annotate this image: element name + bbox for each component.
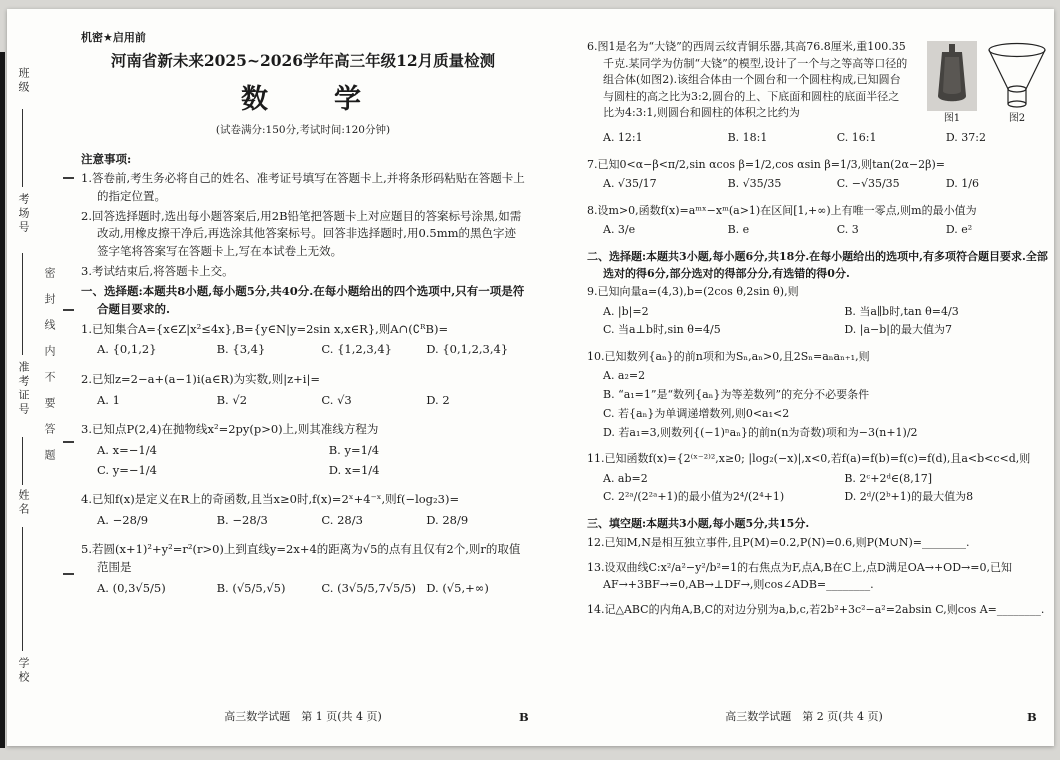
question-12-stem: 12.已知M,N是相互独立事件,且P(M)=0.2,P(N)=0.6,则P(M∪N)=________. [587, 535, 970, 549]
page-2 [587, 39, 1049, 628]
cone-cylinder-icon [985, 41, 1049, 111]
question-9 [587, 284, 1049, 340]
option-c: C. 当a⊥b时,sin θ=4/5 [603, 323, 721, 337]
option-d: D. e² [945, 223, 973, 237]
question-2 [81, 371, 525, 410]
option-d: D. 1/6 [945, 177, 979, 191]
option-b: B. y=1/4 [328, 443, 380, 458]
margin-label-exam-number: 准考证号 [17, 361, 30, 417]
question-9-stem: 9.已知向量a=(4,3),b=(2cos θ,2sin θ),则 [587, 285, 799, 299]
exam-meta: (试卷满分:150分,考试时间:120分钟) [215, 124, 391, 136]
option-a: A. x=−1/4 [97, 443, 157, 458]
question-8-stem: 8.设m>0,函数f(x)=aᵐˣ−xᵐ(a>1)在区间[1,+∞)上有唯一零点,则m的最小值为 [587, 203, 977, 217]
option-a: A. |b|=2 [603, 304, 649, 318]
scan-edge [0, 52, 5, 748]
option-c: C. −√35/35 [836, 177, 900, 191]
option-b: B. 当a∥b时,tan θ=4/3 [844, 304, 959, 318]
option-a: A. (0,3√5/5) [97, 581, 166, 596]
question-2-stem: 2.已知z=2−a+(a−1)i(a∈R)为实数,则|z+i|= [81, 371, 320, 386]
question-3-stem: 3.已知点P(2,4)在抛物线x²=2py(p>0)上,则其准线方程为 [81, 422, 379, 437]
question-4-options [81, 511, 525, 531]
fill-in-line [22, 253, 23, 355]
question-6-options [587, 129, 1049, 148]
question-8 [587, 203, 1049, 240]
option-d: D. 37:2 [945, 131, 986, 144]
option-d: D. 28/9 [426, 512, 469, 527]
option-c: C. 28/3 [321, 512, 363, 527]
option-d: D. {0,1,2,3,4} [426, 342, 509, 357]
option-a: A. 1 [97, 392, 120, 407]
option-b: B. 18:1 [727, 131, 768, 144]
notice-title: 注意事项: [81, 152, 132, 166]
option-d: D. x=1/4 [328, 462, 380, 477]
option-b: B. −28/3 [216, 512, 268, 527]
option-a: A. √35/17 [603, 177, 657, 191]
figure-1 [927, 41, 977, 125]
question-9-options [587, 303, 1049, 340]
question-2-options [81, 391, 525, 411]
fill-in-line [22, 437, 23, 485]
question-1 [81, 321, 525, 360]
question-11-stem: 11.已知函数f(x)={2⁽ˣ⁻²⁾²,x≥0; |log₂(−x)|,x<0,若f(a)=f(b)=f(c)=f(d),且a<b<c<d,则 [587, 452, 1031, 466]
fold-mark [63, 309, 74, 311]
question-6-stem: 6.图1是名为“大铙”的西周云纹青铜乐器,其高76.8厘米,重100.35千克.某同学为仿制“大铙”的模型,设计了一个与之等高等口径的组合体(如图2).该组合体由一个圆台和一个圆柱构成,已知圆台与圆柱的高之比为3:2,圆台的上、下底面和圆柱的底面半径之比为4:3:1,则圆台和圆柱的体积之比约为 [587, 40, 908, 119]
question-3-options [81, 441, 525, 480]
question-7-stem: 7.已知0<α−β<π/2,sin αcos β=1/2,cos αsin β=1/3,则tan(2α−2β)= [587, 157, 945, 171]
figure-2 [985, 41, 1049, 125]
option-d: D. 2 [426, 392, 450, 407]
option-c: C. 2²ᵃ/(2²ᵃ+1)的最小值为2⁴/(2⁴+1) [603, 490, 785, 504]
option-c: C. {1,2,3,4} [321, 342, 392, 357]
question-4 [81, 491, 525, 530]
question-5 [81, 541, 525, 598]
question-6-figures [917, 41, 1049, 125]
fold-mark [63, 573, 74, 575]
question-1-options [81, 340, 525, 360]
option-d: D. 若a₁=3,则数列{(−1)ⁿaₙ}的前n(n为奇数)项和为−3(n+1)/2 [603, 425, 918, 439]
notice-item-3: 3.考试结束后,将答题卡上交。 [81, 264, 234, 279]
option-d: D. 2ᵈ/(2ᵇ+1)的最大值为8 [844, 490, 974, 504]
security-marking: 机密★启用前 [81, 31, 146, 44]
fold-mark [63, 441, 74, 443]
margin-label-name: 姓名 [17, 489, 30, 517]
seal-note: 密封线内不要答题 [43, 267, 56, 475]
question-13 [587, 560, 1049, 593]
margin-label-school: 学校 [17, 657, 30, 685]
question-14-stem: 14.记△ABC的内角A,B,C的对边分别为a,b,c,若2b²+3c²−a²=2absin C,则cos A=________. [587, 603, 1045, 617]
page-1-footer: 高三数学试题 第 1 页(共 4 页) [224, 710, 382, 723]
notice-item-2: 2.回答选择题时,选出每小题答案后,用2B铅笔把答题卡上对应题目的答案标号涂黑,如需改动,用橡皮擦干净后,再选涂其他答案标号。回答非选择题时,用0.5mm的黑色字迹签字笔将答案写在答题卡上,写在本试卷上无效。 [81, 208, 522, 259]
question-5-options [81, 579, 525, 599]
figure-1-label: 图1 [943, 113, 961, 124]
margin-label-room: 考场号 [17, 193, 30, 235]
question-6 [587, 39, 1049, 148]
option-a: A. −28/9 [97, 512, 149, 527]
question-5-stem: 5.若圆(x+1)²+y²=r²(r>0)上到直线y=2x+4的距离为√5的点有且仅有2个,则r的取值范围是 [81, 542, 521, 575]
option-b: B. e [727, 223, 750, 237]
question-8-options [587, 221, 1049, 240]
question-10-stem: 10.已知数列{aₙ}的前n项和为Sₙ,aₙ>0,且2Sₙ=aₙaₙ₊₁,则 [587, 349, 870, 363]
exam-title: 河南省新未来2025~2026学年高三年级12月质量检测 [110, 51, 496, 70]
question-1-stem: 1.已知集合A={x∈Z|x²≤4x},B={y∈N|y=2sin x,x∈R},则A∩(∁ᴿB)= [81, 321, 449, 336]
question-10-options [587, 367, 1049, 442]
option-c: C. (3√5/5,7√5/5) [321, 581, 417, 596]
option-b: B. √35/35 [727, 177, 782, 191]
question-10 [587, 349, 1049, 442]
option-b: B. 2ᶜ+2ᵈ∈(8,17] [844, 471, 933, 485]
option-c: C. 若{aₙ}为单调递增数列,则0<a₁<2 [603, 406, 790, 420]
section-1-header: 一、选择题:本题共8小题,每小题5分,共40分.在每小题给出的四个选项中,只有一项是符合题目要求的. [81, 283, 525, 316]
option-c: C. √3 [321, 392, 352, 407]
page-2-footer: 高三数学试题 第 2 页(共 4 页) [725, 710, 883, 723]
page-1 [81, 29, 525, 610]
subject-title: 数 学 [241, 84, 365, 115]
question-7 [587, 157, 1049, 194]
question-4-stem: 4.已知f(x)是定义在R上的奇函数,且当x≥0时,f(x)=2ˣ+4⁻ˣ,则f(−log₂3)= [81, 492, 460, 507]
option-a: A. 3/e [603, 223, 636, 237]
question-14 [587, 602, 1049, 619]
question-13-stem: 13.设双曲线C:x²/a²−y²/b²=1的右焦点为F,点A,B在C上,点D满足OA→+OD→=0,已知AF→+3BF→=0,AB→⊥DF→,则cos∠ADB=________. [587, 561, 1012, 591]
fill-in-line [22, 109, 23, 187]
question-11 [587, 451, 1049, 507]
option-b: B. √2 [216, 392, 248, 407]
margin-label-class: 班级 [17, 67, 30, 95]
exam-paper [7, 9, 1054, 746]
page-1-version-mark: B [519, 710, 529, 724]
option-c: C. 16:1 [836, 131, 877, 144]
bronze-bell-icon [927, 41, 977, 111]
option-d: D. (√5,+∞) [426, 581, 489, 596]
option-a: A. ab=2 [603, 471, 648, 485]
page-2-version-mark: B [1027, 710, 1037, 724]
question-12 [587, 535, 1049, 552]
fill-in-line [22, 527, 23, 651]
option-a: A. a₂=2 [603, 369, 646, 383]
option-a: A. 12:1 [603, 131, 643, 144]
option-c: C. y=−1/4 [97, 462, 157, 477]
question-3 [81, 421, 525, 480]
option-a: A. {0,1,2} [97, 342, 157, 357]
option-b: B. “a₁=1”是“数列{aₙ}为等差数列”的充分不必要条件 [603, 388, 870, 402]
option-b: B. (√5/5,√5) [216, 581, 286, 596]
notice-item-1: 1.答卷前,考生务必将自己的姓名、准考证号填写在答题卡上,并将条形码粘贴在答题卡上的指定位置。 [81, 171, 525, 203]
option-c: C. 3 [836, 223, 859, 237]
section-3-header: 三、填空题:本题共3小题,每小题5分,共15分. [587, 517, 810, 531]
option-b: B. {3,4} [216, 342, 266, 357]
figure-2-label: 图2 [1008, 113, 1026, 124]
option-d: D. |a−b|的最大值为7 [844, 323, 952, 337]
fold-mark [63, 177, 74, 179]
question-7-options [587, 175, 1049, 194]
question-11-options [587, 470, 1049, 507]
section-2-header: 二、选择题:本题共3小题,每小题6分,共18分.在每小题给出的选项中,有多项符合题目要求.全部选对的得6分,部分选对的得部分分,有选错的得0分. [587, 250, 1048, 280]
